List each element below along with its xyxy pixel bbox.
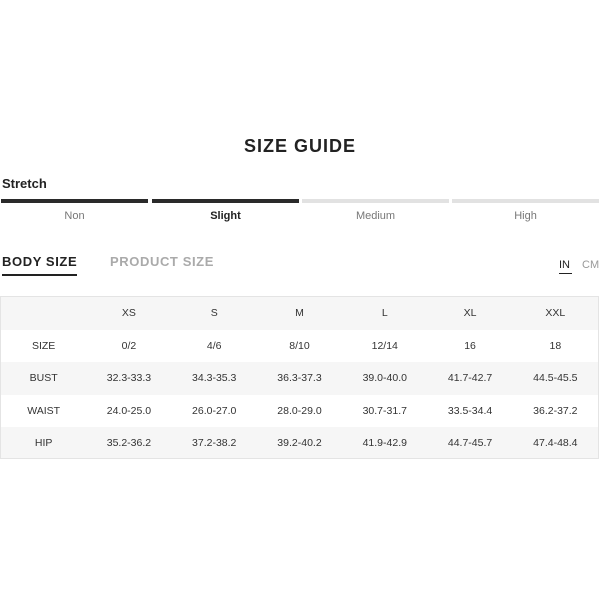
table-cell: 30.7-31.7 xyxy=(342,395,427,428)
tab-body-size[interactable]: BODY SIZE xyxy=(2,254,78,269)
table-cell: 33.5-34.4 xyxy=(427,395,512,428)
tab-product-size[interactable]: PRODUCT SIZE xyxy=(110,254,214,269)
table-cell: 36.2-37.2 xyxy=(513,395,598,428)
table-cell: 28.0-29.0 xyxy=(257,395,342,428)
table-cell: 4/6 xyxy=(172,330,257,363)
stretch-bar-non xyxy=(1,199,148,203)
table-header-cell: S xyxy=(210,307,218,320)
table-cell: 16 xyxy=(427,330,512,363)
stretch-option-high: High xyxy=(514,210,537,222)
table-cell: 35.2-36.2 xyxy=(106,437,152,450)
row-label: WAIST xyxy=(1,395,86,428)
table-header-cell: M xyxy=(295,307,304,320)
table-header-cell: L xyxy=(381,307,388,320)
table-cell: 24.0-25.0 xyxy=(86,395,171,428)
table-cell: 39.2-40.2 xyxy=(277,437,322,450)
table-row xyxy=(1,427,598,460)
tab-active-underline xyxy=(2,274,77,276)
table-header-cell: XS xyxy=(121,307,136,320)
row-label: BUST xyxy=(29,372,58,385)
table-cell: 41.7-42.7 xyxy=(447,372,493,385)
page-title: SIZE GUIDE xyxy=(243,136,356,156)
stretch-label: Stretch xyxy=(2,176,47,191)
size-table xyxy=(0,296,599,459)
table-row xyxy=(1,395,598,428)
table-cell: 18 xyxy=(513,330,598,363)
table-cell: 37.2-38.2 xyxy=(192,437,237,450)
table-cell: 8/10 xyxy=(257,330,342,363)
table-cell: 41.9-42.9 xyxy=(362,437,407,450)
table-header-cell: XXL xyxy=(545,307,566,320)
stretch-scale xyxy=(0,199,600,204)
table-cell: 26.0-27.0 xyxy=(172,395,257,428)
row-label: SIZE xyxy=(1,330,86,363)
stretch-bar-high xyxy=(452,199,599,203)
table-header-cell: XL xyxy=(463,307,477,320)
row-label: HIP xyxy=(34,437,53,450)
table-row xyxy=(1,330,598,363)
stretch-bar-medium xyxy=(302,199,449,203)
table-cell: 36.3-37.3 xyxy=(277,372,322,385)
table-cell: 34.3-35.3 xyxy=(192,372,237,385)
table-header-empty xyxy=(1,297,86,330)
table-cell: 44.7-45.7 xyxy=(447,437,493,450)
table-cell: 0/2 xyxy=(86,330,171,363)
table-row xyxy=(1,362,598,395)
unit-toggle-in[interactable]: IN xyxy=(559,259,570,271)
unit-active-underline xyxy=(559,273,572,274)
table-cell: 32.3-33.3 xyxy=(106,372,152,385)
table-cell: 47.4-48.4 xyxy=(533,437,578,450)
stretch-option-non: Non xyxy=(64,210,85,222)
table-cell: 12/14 xyxy=(342,330,427,363)
table-header-row xyxy=(1,297,598,330)
unit-toggle-cm[interactable]: CM xyxy=(582,259,600,271)
table-cell: 39.0-40.0 xyxy=(362,372,407,385)
stretch-option-medium: Medium xyxy=(355,210,396,222)
table-cell: 44.5-45.5 xyxy=(533,372,578,385)
stretch-bar-slight xyxy=(152,199,299,203)
stretch-option-slight: Slight xyxy=(210,210,241,222)
